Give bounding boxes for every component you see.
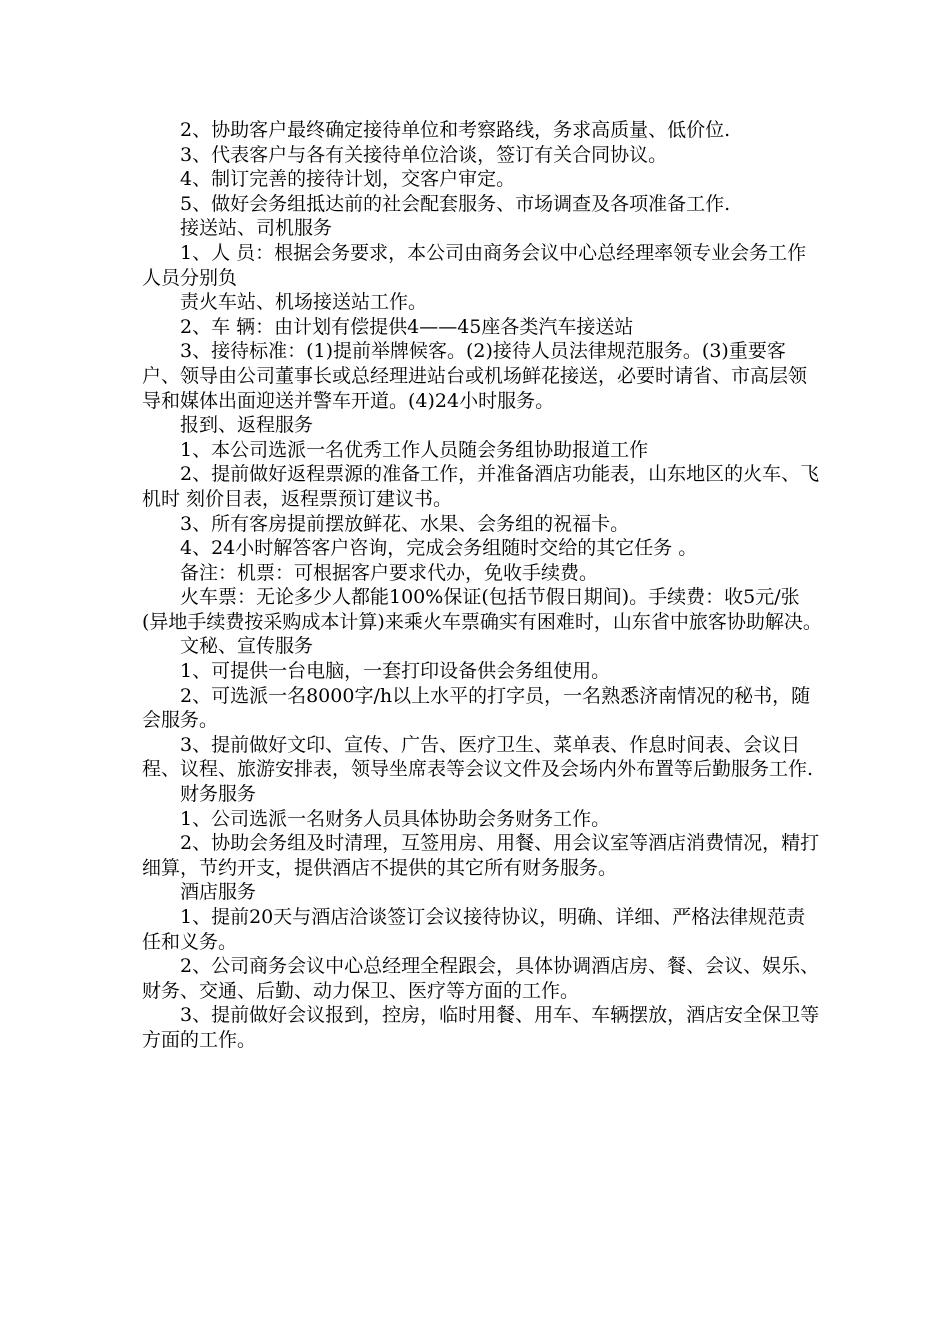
paragraph: 5、做好会务组抵达前的社会配套服务、市场调查及各项准备工作.	[180, 192, 731, 215]
paragraph: 2、可选派一名8000字/h以上水平的打字员，一名熟悉济南情况的秘书，随会服务。	[142, 684, 811, 732]
paragraph: 3、接待标准：(1)提前举牌候客。(2)接待人员法律规范服务。(3)重要客户、领导由公司董事长或总经理进站台或机场鲜花接送，必要时请省、市高层领导和媒体出面迎送并警车开道。(4)24小时服务。	[142, 340, 808, 412]
paragraph: 1、提前20天与酒店洽谈签订会议接待协议，明确、详细、严格法律规范责任和义务。	[142, 906, 806, 953]
paragraph: 1、可提供一台电脑，一套打印设备供会务组使用。	[180, 660, 611, 683]
document-body	[142, 118, 822, 1053]
section-heading: 报到、返程服务	[180, 414, 314, 437]
section-heading: 接送站、司机服务	[180, 217, 333, 240]
paragraph: 2、车 辆：由计划有偿提供4——45座各类汽车接送站	[180, 315, 634, 338]
paragraph: 3、所有客房提前摆放鲜花、水果、会务组的祝福卡。	[180, 512, 630, 535]
paragraph: 3、提前做好会议报到，控房，临时用餐、用车、车辆摆放，酒店安全保卫等方面的工作。	[142, 1004, 820, 1051]
paragraph: 3、代表客户与各有关接待单位洽谈，签订有关合同协议。	[180, 143, 668, 166]
paragraph: 1、公司选派一名财务人员具体协助会务财务工作。	[180, 807, 611, 830]
paragraph: 1、人 员：根据会务要求，本公司由商务会议中心总经理率领专业会务工作人员分别负	[142, 241, 807, 289]
paragraph: 火车票：无论多少人都能100%保证(包括节假日期间)。手续费：收5元/张(异地手续费按采购成本计算)来乘火车票确实有困难时，山东省中旅客协助解决。	[142, 586, 822, 633]
paragraph: 2、公司商务会议中心总经理全程跟会，具体协调酒店房、餐、会议、娱乐、财务、交通、后勤、动力保卫、医疗等方面的工作。	[142, 955, 820, 1002]
section-heading: 财务服务	[180, 783, 257, 806]
paragraph: 4、24小时解答客户咨询，完成会务组随时交给的其它任务 。	[180, 537, 698, 560]
section-heading: 文秘、宣传服务	[180, 635, 314, 658]
paragraph: 4、制订完善的接待计划，交客户审定。	[180, 168, 516, 191]
paragraph: 1、本公司选派一名优秀工作人员随会务组协助报道工作	[180, 438, 649, 461]
paragraph: 3、提前做好文印、宣传、广告、医疗卫生、菜单表、作息时间表、会议日程、议程、旅游安排表，领导坐席表等会议文件及会场内外布置等后勤服务工作.	[142, 733, 814, 781]
section-heading: 酒店服务	[180, 881, 257, 904]
paragraph: 2、协助会务组及时清理，互签用房、用餐、用会议室等酒店消费情况，精打细算，节约开支，提供酒店不提供的其它所有财务服务。	[142, 832, 820, 879]
paragraph: 2、提前做好返程票源的准备工作，并准备酒店功能表，山东地区的火车、飞机时 刻价目表，返程票预订建议书。	[142, 463, 820, 510]
paragraph: 2、协助客户最终确定接待单位和考察路线，务求高质量、低价位.	[180, 119, 731, 141]
paragraph: 责火车站、机场接送站工作。	[180, 291, 428, 314]
paragraph: 备注：机票：可根据客户要求代办，免收手续费。	[180, 561, 599, 584]
